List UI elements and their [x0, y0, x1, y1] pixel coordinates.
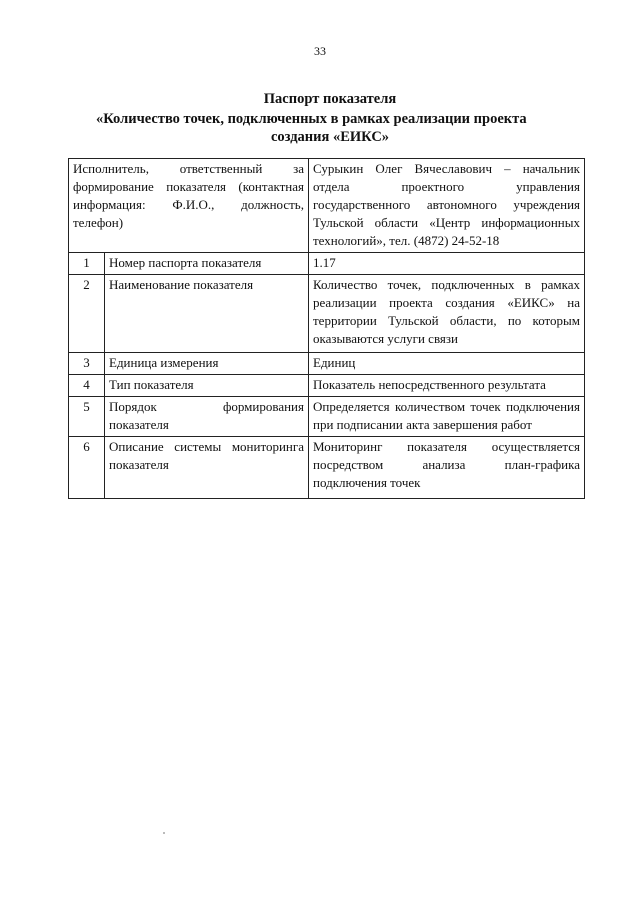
- row-number: 4: [69, 375, 105, 397]
- row-number: 6: [69, 437, 105, 499]
- document-subtitle-line2: создания «ЕИКС»: [270, 129, 390, 145]
- table-row: [69, 353, 585, 375]
- row-label: Наименование показателя: [105, 275, 309, 353]
- row-label: Единица измерения: [105, 353, 309, 375]
- passport-table: [68, 158, 585, 499]
- document-subtitle-line1: «Количество точек, подключенных в рамках реализации проекта: [96, 111, 527, 127]
- row-value: Показатель непосредственного результата: [309, 375, 585, 397]
- row-number: 5: [69, 397, 105, 437]
- table-row-executor: [69, 159, 585, 253]
- executor-label: Исполнитель, ответственный за формирование показателя (контактная информация: Ф.И.О., должность, телефон): [69, 159, 309, 253]
- row-label: Порядок формирования показателя: [105, 397, 309, 437]
- document-title: Паспорт показателя: [263, 91, 397, 107]
- executor-value: Сурыкин Олег Вячеславович – начальник отдела проектного управления государственного автономного учреждения Тульской области «Центр информационных технологий», тел. (4872) 24-52-18: [309, 159, 585, 253]
- row-value: 1.17: [309, 253, 585, 275]
- row-value: Количество точек, подключенных в рамках реализации проекта создания «ЕИКС» на территории Тульской области, по которым оказываются услуги связи: [309, 275, 585, 353]
- table-row: [69, 253, 585, 275]
- table-row: [69, 275, 585, 353]
- row-value: Мониторинг показателя осуществляется посредством анализа план-графика подключения точек: [309, 437, 585, 499]
- row-value: Определяется количеством точек подключения при подписании акта завершения работ: [309, 397, 585, 437]
- page-number: 33: [314, 44, 326, 58]
- row-label: Описание системы мониторинга показателя: [105, 437, 309, 499]
- table-row: [69, 397, 585, 437]
- table-row: [69, 437, 585, 499]
- row-value: Единиц: [309, 353, 585, 375]
- row-label: Тип показателя: [105, 375, 309, 397]
- row-number: 3: [69, 353, 105, 375]
- row-number: 1: [69, 253, 105, 275]
- scan-speck: [163, 832, 165, 834]
- row-label: Номер паспорта показателя: [105, 253, 309, 275]
- table-row: [69, 375, 585, 397]
- row-number: 2: [69, 275, 105, 353]
